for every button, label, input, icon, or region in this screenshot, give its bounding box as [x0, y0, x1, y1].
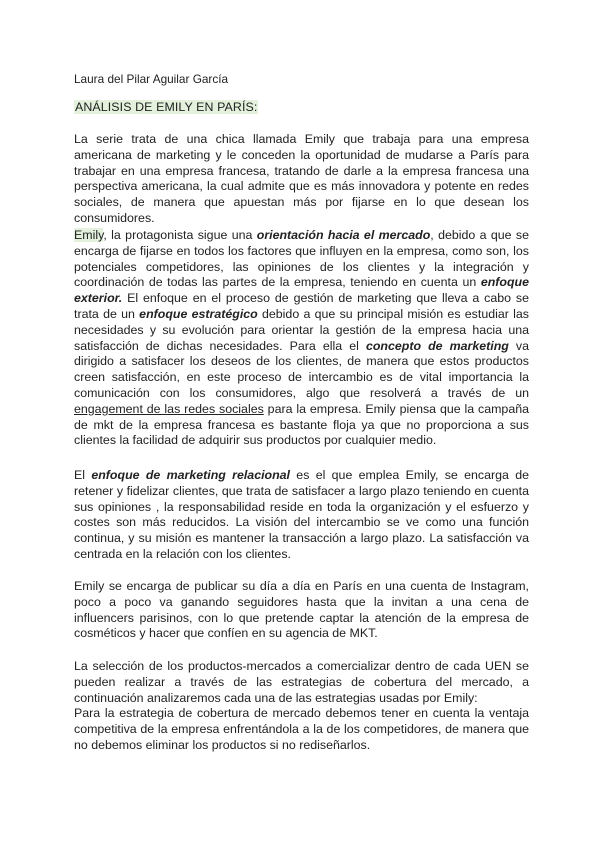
text-run: , debido a que se encarga de fijarse en todos los factores que influyen en la empresa, como son, los potenciales competidores, las opiniones de los clientes y la integración y coordinación de todas las partes de la empresa, teniendo en cuenta un: [74, 228, 530, 290]
author-name: Laura del Pilar Aguilar García: [74, 72, 229, 86]
text-run: va dirigido a satisfacer los deseos de los clientes, de manera que estos productos creen satisfacción, en este proceso de intercambio es de vital importancia la comunicación con los consumidores, algo que resolverá a través de un: [74, 338, 530, 400]
emphasis-term: enfoque exterior.: [74, 275, 529, 306]
paragraph-intro: La serie trata de una chica llamada Emily que trabaja para una empresa americana de marketing y le conceden la oportunidad de mudarse a París para trabajar en una empresa francesa, tratando de darle a la empresa francesa una perspectiva americana, la cual admite que es más innovadora y potente en redes sociales, de manera que apuestan más por fijarse en lo que desean los consumidores.: [74, 132, 529, 225]
text-run: El enfoque en el proceso de gestión de marketing que lleva a cabo se trata de un: [74, 291, 529, 321]
emphasis-term: orientación hacia el mercado: [256, 228, 431, 242]
emphasis-term: enfoque de marketing relacional: [91, 468, 290, 482]
text-run: es el que emplea Emily, se encarga de retener y fidelizar clientes, que trata de satisfacer a largo plazo teniendo en cuenta sus opiniones , la responsabilidad reside en toda la organización y el esfuerzo y costes son más reducidos. La visión del intercambio se ve como una función continua, y su misión es mantener la transacción a largo plazo. La satisfacción va centrada en la relación con los clientes.: [74, 468, 529, 561]
paragraph-instagram: Emily se encarga de publicar su día a día en París en una cuenta de Instagram, poco a poco va ganando seguidores hasta que la invitan a una cena de influencers parisinos, con lo que pretende captar la atención de la empresa de cosméticos y hacer que confíen en su agencia de MKT.: [74, 579, 529, 641]
text-block: La selección de los productos-mercados a comercializar dentro de cada UEN se pueden realizar a través de las estrategias de cobertura del mercado, a continuación analizaremos cada una de las estrategias usadas por Emily:: [74, 659, 529, 705]
underlined-term: engagement de las redes sociales: [74, 401, 264, 416]
text-run: para la empresa. Emily piensa que la campaña de mkt de la empresa francesa es bastante floja ya que no proporciona a sus clientes la facilidad de adquirir sus productos por cualquier medio.: [74, 401, 529, 448]
document-title: ANÁLISIS DE EMILY EN PARÍS:: [75, 100, 258, 114]
text-run: El: [74, 468, 92, 482]
paragraph-relational-marketing: [74, 468, 529, 563]
paragraph-market-coverage: [74, 659, 529, 754]
paragraph-market-orientation: [74, 228, 529, 449]
highlighted-name: Emily: [74, 228, 104, 242]
text-run: debido a que su principal misión es estudiar las necesidades y su evolución para orientar la gestión de la empresa hacia una satisfacción de dichas necesidades. Para ella el: [74, 306, 529, 353]
emphasis-term: concepto de marketing: [365, 338, 509, 353]
text-block: Para la estrategia de cobertura de mercado debemos tener en cuenta la ventaja competitiva de la empresa enfrentándola a la de los competidores, de manera que no debemos eliminar los productos si no rediseñarlos.: [74, 706, 529, 752]
emphasis-term: enfoque estratégico: [139, 306, 258, 321]
text-run: , la protagonista sigue una: [103, 228, 257, 242]
